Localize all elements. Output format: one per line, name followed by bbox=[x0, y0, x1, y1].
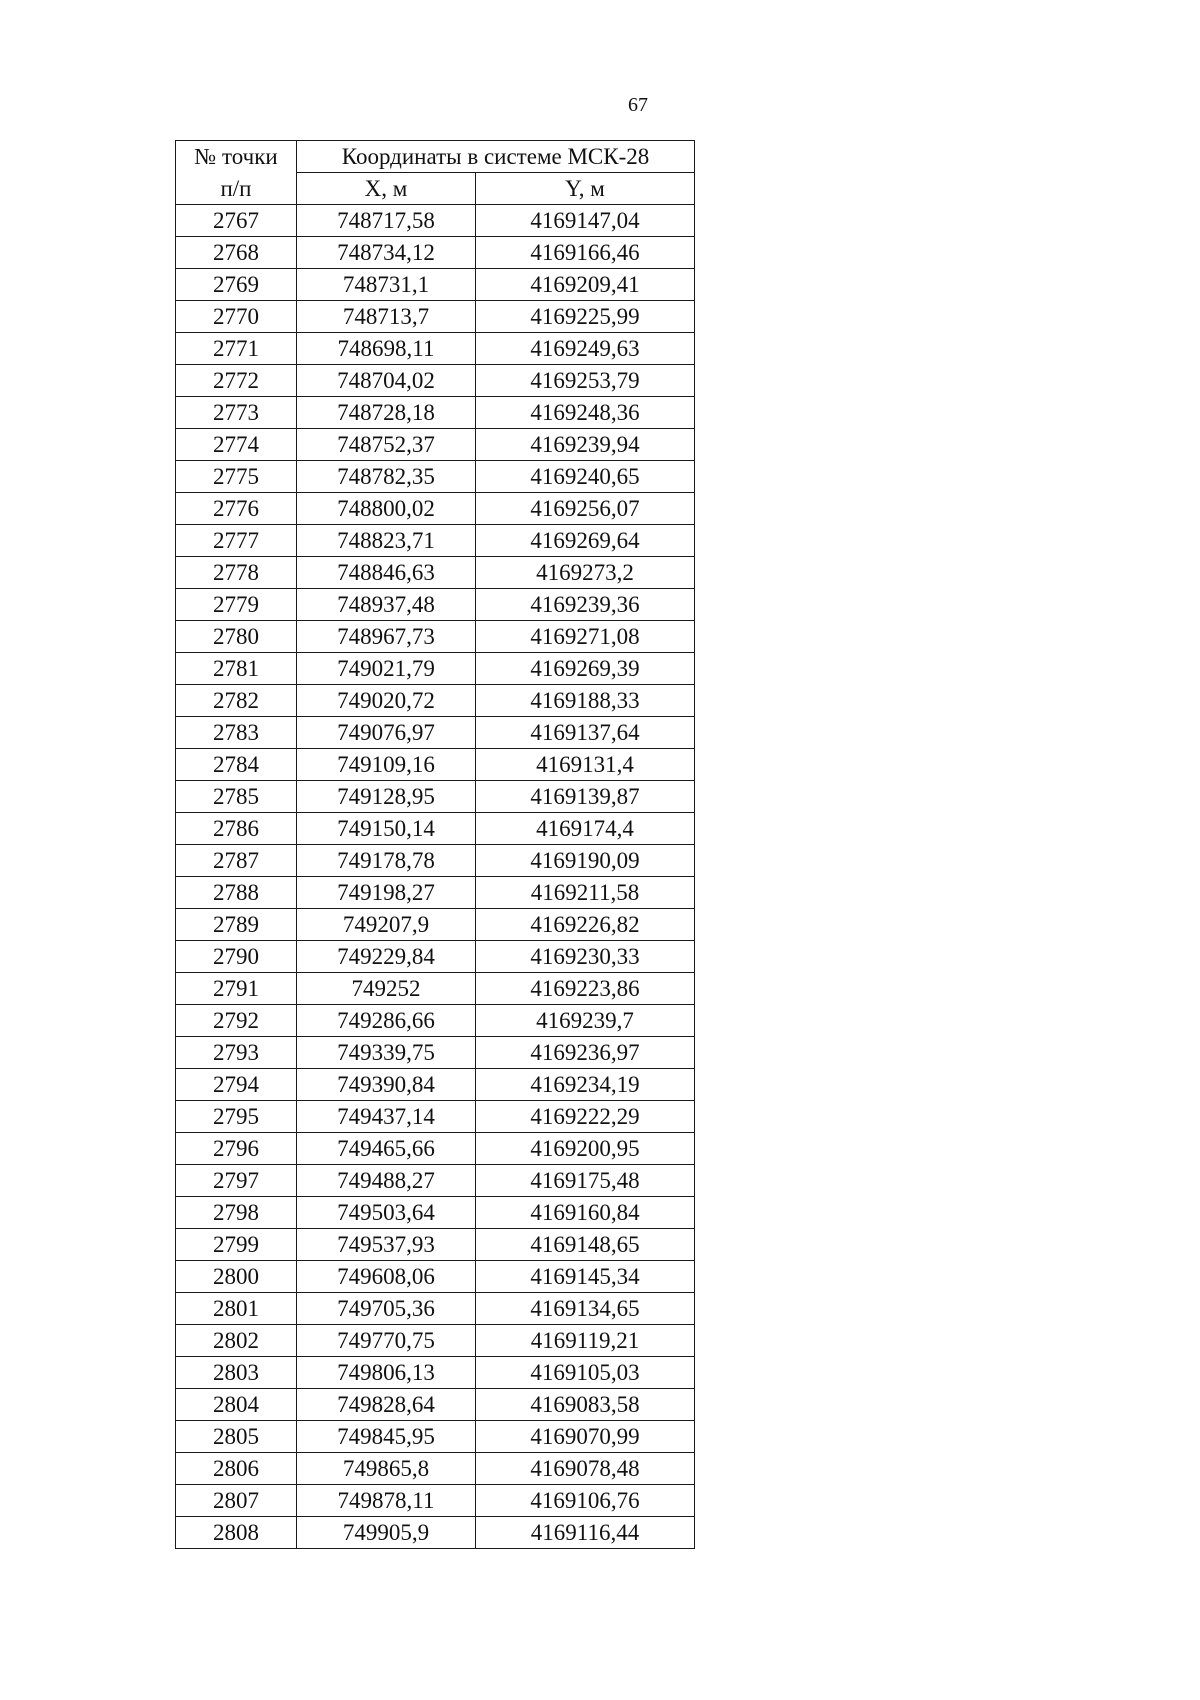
point-number-cell: 2778 bbox=[176, 557, 297, 589]
x-coordinate-cell: 749437,14 bbox=[297, 1101, 476, 1133]
point-number-cell: 2781 bbox=[176, 653, 297, 685]
y-coordinate-cell: 4169271,08 bbox=[476, 621, 695, 653]
x-coordinate-cell: 749020,72 bbox=[297, 685, 476, 717]
table-row bbox=[176, 781, 695, 813]
table-row bbox=[176, 909, 695, 941]
y-coordinate-cell: 4169190,09 bbox=[476, 845, 695, 877]
y-coordinate-cell: 4169116,44 bbox=[476, 1517, 695, 1549]
y-coordinate-cell: 4169234,19 bbox=[476, 1069, 695, 1101]
point-number-cell: 2769 bbox=[176, 269, 297, 301]
x-coordinate-cell: 749488,27 bbox=[297, 1165, 476, 1197]
table-row bbox=[176, 813, 695, 845]
y-coordinate-cell: 4169249,63 bbox=[476, 333, 695, 365]
table-row bbox=[176, 1293, 695, 1325]
table-row bbox=[176, 973, 695, 1005]
point-number-cell: 2774 bbox=[176, 429, 297, 461]
x-coordinate-cell: 749339,75 bbox=[297, 1037, 476, 1069]
y-coordinate-cell: 4169106,76 bbox=[476, 1485, 695, 1517]
y-coordinate-cell: 4169239,94 bbox=[476, 429, 695, 461]
table-row bbox=[176, 877, 695, 909]
point-number-cell: 2777 bbox=[176, 525, 297, 557]
x-coordinate-cell: 749537,93 bbox=[297, 1229, 476, 1261]
table-row bbox=[176, 493, 695, 525]
table-row bbox=[176, 1165, 695, 1197]
y-coordinate-cell: 4169134,65 bbox=[476, 1293, 695, 1325]
table-row bbox=[176, 237, 695, 269]
y-coordinate-cell: 4169166,46 bbox=[476, 237, 695, 269]
table-row bbox=[176, 653, 695, 685]
point-number-cell: 2772 bbox=[176, 365, 297, 397]
table-row bbox=[176, 589, 695, 621]
x-coordinate-cell: 749021,79 bbox=[297, 653, 476, 685]
table-row bbox=[176, 1453, 695, 1485]
point-number-cell: 2787 bbox=[176, 845, 297, 877]
table-row bbox=[176, 397, 695, 429]
coordinates-table bbox=[175, 140, 695, 1549]
table-row bbox=[176, 557, 695, 589]
y-coordinate-cell: 4169070,99 bbox=[476, 1421, 695, 1453]
x-coordinate-cell: 748823,71 bbox=[297, 525, 476, 557]
table-row bbox=[176, 1229, 695, 1261]
table-row bbox=[176, 1485, 695, 1517]
x-coordinate-cell: 748717,58 bbox=[297, 205, 476, 237]
y-coordinate-cell: 4169145,34 bbox=[476, 1261, 695, 1293]
table-row bbox=[176, 1325, 695, 1357]
table-row bbox=[176, 1133, 695, 1165]
y-coordinate-cell: 4169105,03 bbox=[476, 1357, 695, 1389]
point-number-cell: 2795 bbox=[176, 1101, 297, 1133]
x-coordinate-cell: 749845,95 bbox=[297, 1421, 476, 1453]
table-header bbox=[176, 141, 695, 205]
y-coordinate-cell: 4169239,7 bbox=[476, 1005, 695, 1037]
table-row bbox=[176, 301, 695, 333]
point-number-cell: 2794 bbox=[176, 1069, 297, 1101]
x-coordinate-cell: 749150,14 bbox=[297, 813, 476, 845]
table-body bbox=[176, 205, 695, 1549]
y-coordinate-cell: 4169147,04 bbox=[476, 205, 695, 237]
point-number-cell: 2797 bbox=[176, 1165, 297, 1197]
table-row bbox=[176, 941, 695, 973]
table-row bbox=[176, 1261, 695, 1293]
table-row bbox=[176, 1357, 695, 1389]
y-coordinate-cell: 4169253,79 bbox=[476, 365, 695, 397]
x-coordinate-cell: 749905,9 bbox=[297, 1517, 476, 1549]
header-coords-title: Координаты в системе МСК-28 bbox=[297, 141, 695, 173]
point-number-cell: 2788 bbox=[176, 877, 297, 909]
y-coordinate-cell: 4169139,87 bbox=[476, 781, 695, 813]
y-coordinate-cell: 4169209,41 bbox=[476, 269, 695, 301]
table-row bbox=[176, 1101, 695, 1133]
point-number-cell: 2804 bbox=[176, 1389, 297, 1421]
point-number-cell: 2789 bbox=[176, 909, 297, 941]
point-number-cell: 2796 bbox=[176, 1133, 297, 1165]
x-coordinate-cell: 748731,1 bbox=[297, 269, 476, 301]
table-row bbox=[176, 429, 695, 461]
x-coordinate-cell: 748728,18 bbox=[297, 397, 476, 429]
y-coordinate-cell: 4169223,86 bbox=[476, 973, 695, 1005]
x-coordinate-cell: 749207,9 bbox=[297, 909, 476, 941]
table-row bbox=[176, 1421, 695, 1453]
y-coordinate-cell: 4169248,36 bbox=[476, 397, 695, 429]
x-coordinate-cell: 748782,35 bbox=[297, 461, 476, 493]
point-number-cell: 2786 bbox=[176, 813, 297, 845]
y-coordinate-cell: 4169211,58 bbox=[476, 877, 695, 909]
point-number-cell: 2807 bbox=[176, 1485, 297, 1517]
y-coordinate-cell: 4169240,65 bbox=[476, 461, 695, 493]
y-coordinate-cell: 4169256,07 bbox=[476, 493, 695, 525]
point-number-cell: 2793 bbox=[176, 1037, 297, 1069]
x-coordinate-cell: 749828,64 bbox=[297, 1389, 476, 1421]
x-coordinate-cell: 749705,36 bbox=[297, 1293, 476, 1325]
y-coordinate-cell: 4169230,33 bbox=[476, 941, 695, 973]
x-coordinate-cell: 748967,73 bbox=[297, 621, 476, 653]
table-row bbox=[176, 845, 695, 877]
x-coordinate-cell: 749770,75 bbox=[297, 1325, 476, 1357]
x-coordinate-cell: 749076,97 bbox=[297, 717, 476, 749]
point-number-cell: 2803 bbox=[176, 1357, 297, 1389]
y-coordinate-cell: 4169226,82 bbox=[476, 909, 695, 941]
y-coordinate-cell: 4169239,36 bbox=[476, 589, 695, 621]
table-row bbox=[176, 717, 695, 749]
x-coordinate-cell: 749390,84 bbox=[297, 1069, 476, 1101]
table-row bbox=[176, 333, 695, 365]
point-number-cell: 2780 bbox=[176, 621, 297, 653]
point-number-cell: 2773 bbox=[176, 397, 297, 429]
x-coordinate-cell: 749465,66 bbox=[297, 1133, 476, 1165]
table-row bbox=[176, 685, 695, 717]
point-number-cell: 2771 bbox=[176, 333, 297, 365]
point-number-cell: 2799 bbox=[176, 1229, 297, 1261]
point-number-cell: 2805 bbox=[176, 1421, 297, 1453]
y-coordinate-cell: 4169269,64 bbox=[476, 525, 695, 557]
x-coordinate-cell: 749128,95 bbox=[297, 781, 476, 813]
x-coordinate-cell: 748800,02 bbox=[297, 493, 476, 525]
point-number-cell: 2770 bbox=[176, 301, 297, 333]
header-point-number-line1: № точки bbox=[176, 141, 297, 173]
point-number-cell: 2806 bbox=[176, 1453, 297, 1485]
x-coordinate-cell: 749109,16 bbox=[297, 749, 476, 781]
y-coordinate-cell: 4169269,39 bbox=[476, 653, 695, 685]
x-coordinate-cell: 749286,66 bbox=[297, 1005, 476, 1037]
y-coordinate-cell: 4169131,4 bbox=[476, 749, 695, 781]
table-row bbox=[176, 1037, 695, 1069]
header-y-label: Y, м bbox=[476, 173, 695, 205]
x-coordinate-cell: 748713,7 bbox=[297, 301, 476, 333]
point-number-cell: 2798 bbox=[176, 1197, 297, 1229]
point-number-cell: 2767 bbox=[176, 205, 297, 237]
point-number-cell: 2790 bbox=[176, 941, 297, 973]
x-coordinate-cell: 749198,27 bbox=[297, 877, 476, 909]
y-coordinate-cell: 4169119,21 bbox=[476, 1325, 695, 1357]
x-coordinate-cell: 748937,48 bbox=[297, 589, 476, 621]
x-coordinate-cell: 748698,11 bbox=[297, 333, 476, 365]
y-coordinate-cell: 4169137,64 bbox=[476, 717, 695, 749]
x-coordinate-cell: 748752,37 bbox=[297, 429, 476, 461]
point-number-cell: 2782 bbox=[176, 685, 297, 717]
header-x-label: X, м bbox=[297, 173, 476, 205]
y-coordinate-cell: 4169236,97 bbox=[476, 1037, 695, 1069]
table-row bbox=[176, 1069, 695, 1101]
table-row bbox=[176, 205, 695, 237]
point-number-cell: 2775 bbox=[176, 461, 297, 493]
table-row bbox=[176, 1005, 695, 1037]
table-row bbox=[176, 749, 695, 781]
y-coordinate-cell: 4169200,95 bbox=[476, 1133, 695, 1165]
x-coordinate-cell: 749503,64 bbox=[297, 1197, 476, 1229]
y-coordinate-cell: 4169175,48 bbox=[476, 1165, 695, 1197]
point-number-cell: 2800 bbox=[176, 1261, 297, 1293]
page-number: 67 bbox=[628, 94, 648, 116]
table-row bbox=[176, 461, 695, 493]
y-coordinate-cell: 4169273,2 bbox=[476, 557, 695, 589]
x-coordinate-cell: 749865,8 bbox=[297, 1453, 476, 1485]
point-number-cell: 2785 bbox=[176, 781, 297, 813]
y-coordinate-cell: 4169083,58 bbox=[476, 1389, 695, 1421]
point-number-cell: 2808 bbox=[176, 1517, 297, 1549]
table-row bbox=[176, 1197, 695, 1229]
x-coordinate-cell: 749252 bbox=[297, 973, 476, 1005]
y-coordinate-cell: 4169078,48 bbox=[476, 1453, 695, 1485]
table-row bbox=[176, 621, 695, 653]
table-row bbox=[176, 269, 695, 301]
y-coordinate-cell: 4169160,84 bbox=[476, 1197, 695, 1229]
point-number-cell: 2768 bbox=[176, 237, 297, 269]
point-number-cell: 2802 bbox=[176, 1325, 297, 1357]
point-number-cell: 2791 bbox=[176, 973, 297, 1005]
y-coordinate-cell: 4169188,33 bbox=[476, 685, 695, 717]
y-coordinate-cell: 4169148,65 bbox=[476, 1229, 695, 1261]
table-row bbox=[176, 1389, 695, 1421]
header-point-number-line2: п/п bbox=[176, 173, 297, 205]
x-coordinate-cell: 749608,06 bbox=[297, 1261, 476, 1293]
table-row bbox=[176, 525, 695, 557]
y-coordinate-cell: 4169225,99 bbox=[476, 301, 695, 333]
y-coordinate-cell: 4169174,4 bbox=[476, 813, 695, 845]
point-number-cell: 2784 bbox=[176, 749, 297, 781]
x-coordinate-cell: 749878,11 bbox=[297, 1485, 476, 1517]
table-row bbox=[176, 1517, 695, 1549]
point-number-cell: 2801 bbox=[176, 1293, 297, 1325]
x-coordinate-cell: 749229,84 bbox=[297, 941, 476, 973]
point-number-cell: 2776 bbox=[176, 493, 297, 525]
table-row bbox=[176, 365, 695, 397]
point-number-cell: 2783 bbox=[176, 717, 297, 749]
x-coordinate-cell: 749806,13 bbox=[297, 1357, 476, 1389]
x-coordinate-cell: 748704,02 bbox=[297, 365, 476, 397]
y-coordinate-cell: 4169222,29 bbox=[476, 1101, 695, 1133]
point-number-cell: 2779 bbox=[176, 589, 297, 621]
x-coordinate-cell: 748734,12 bbox=[297, 237, 476, 269]
point-number-cell: 2792 bbox=[176, 1005, 297, 1037]
x-coordinate-cell: 748846,63 bbox=[297, 557, 476, 589]
x-coordinate-cell: 749178,78 bbox=[297, 845, 476, 877]
